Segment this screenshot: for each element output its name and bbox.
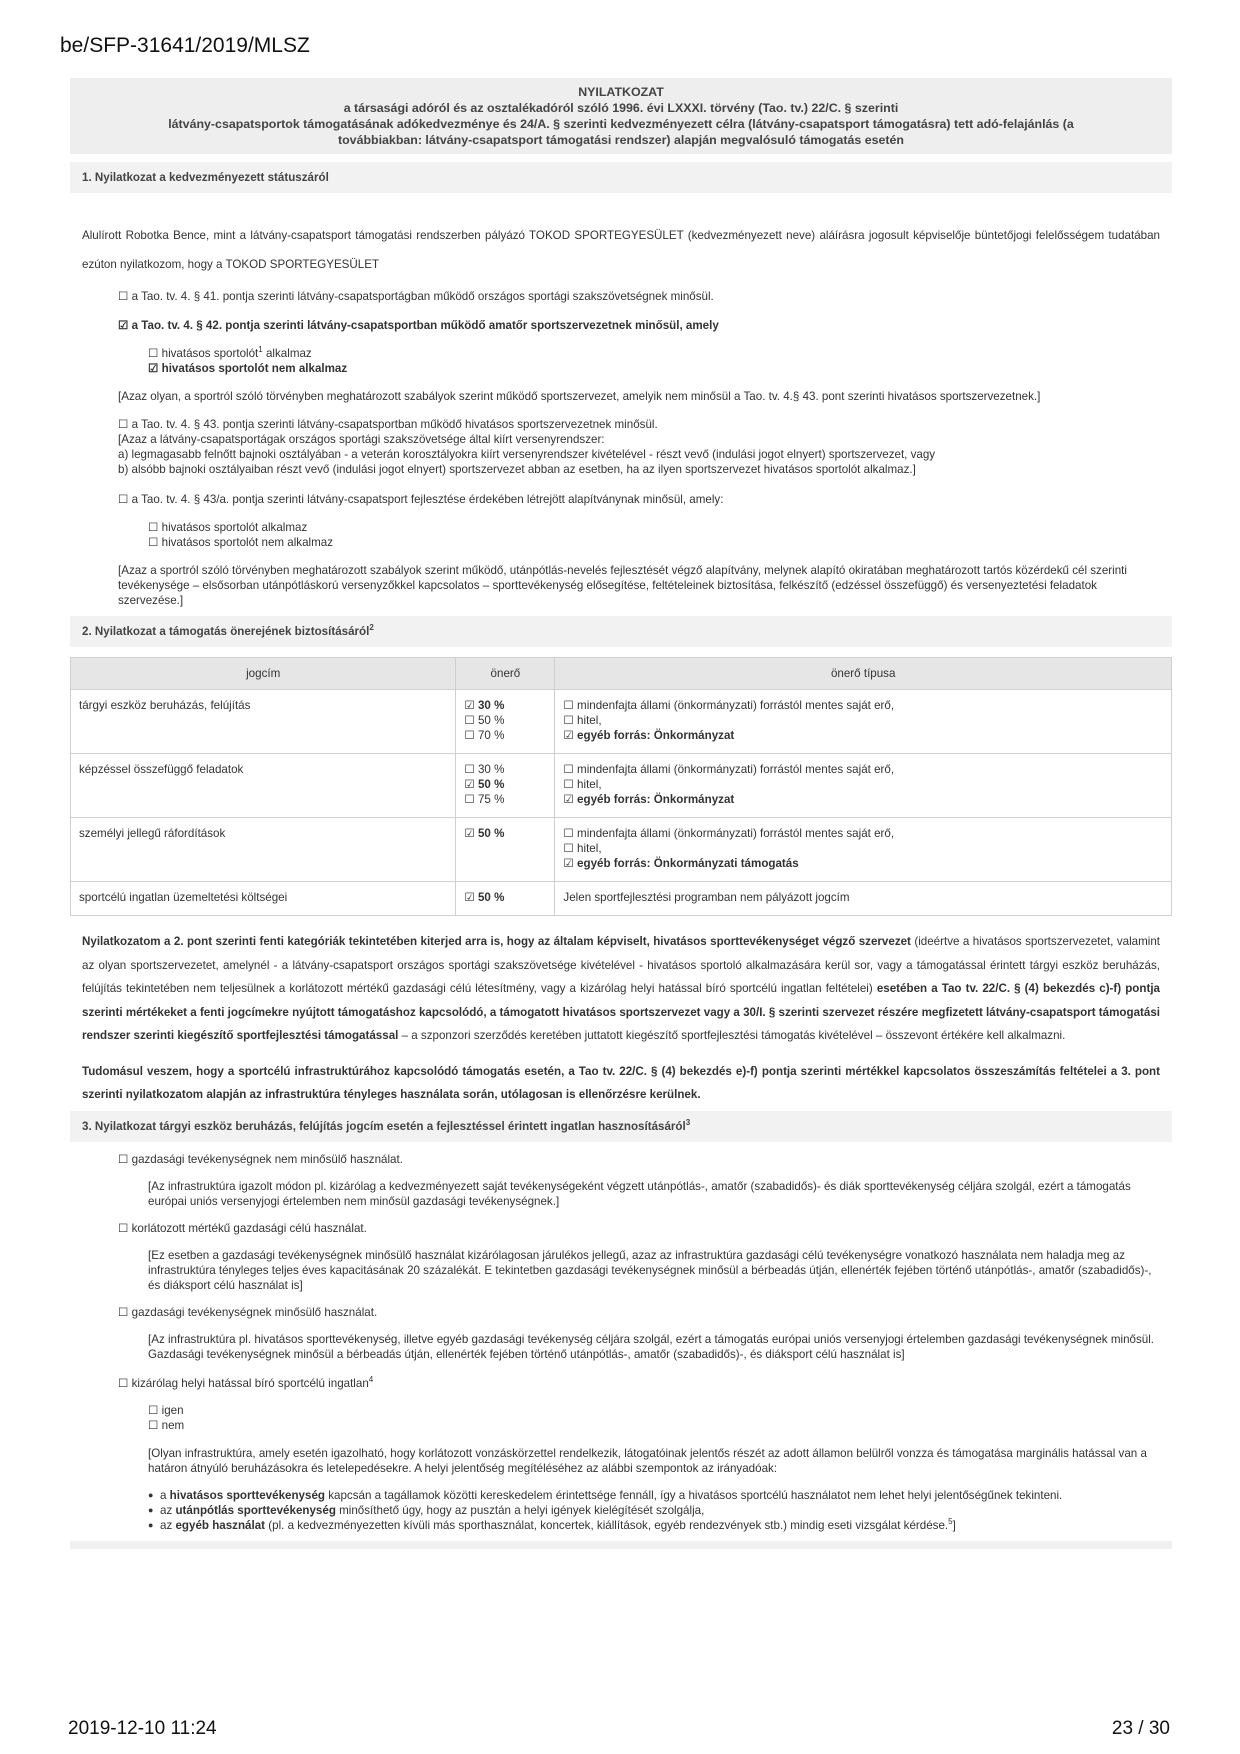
cell-onero-tipusa [555,754,1172,818]
table-row [71,690,1172,754]
footnote-ref-2: 2 [369,623,374,633]
cell-jogcim: személyi jellegű ráfordítások [71,818,456,882]
type-label: egyéb forrás: Önkormányzati támogatás [577,857,799,870]
type-option [563,890,1163,905]
bullet-text [160,1488,1062,1503]
type-option [563,728,1163,743]
column-header-onero-tipusa: önerő típusa [555,658,1172,690]
type-label: egyéb forrás: Önkormányzat [577,729,735,742]
bullet-pre: a [160,1488,170,1502]
section-1-intro: Alulírott Robotka Bence, mint a látvány-csapatsport támogatási rendszerben pályázó TOKOD SPORTEGYESÜLET (kedvezményezett neve) aláírásra jogosult képviselője büntetőjogi felelősségem tudatában ezúton nyilatkozom, hogy a TOKOD SPORTEGYESÜLET [82,229,1160,271]
type-label: Jelen sportfejlesztési programban nem pályázott jogcím [563,891,850,904]
footer-page-number: 23 / 30 [1111,1718,1170,1739]
checkbox-icon: ☐ [464,714,478,727]
type-option [563,713,1163,728]
cell-jogcim: képzéssel összefüggő feladatok [71,754,456,818]
option-43-note-3: b) alsóbb bajnoki osztályaiban részt vevő (indulási jogot elnyert) sportszervezet abban az esetben, ha az ilyen sportszervezet hivatásos sportolót alkalmaz.] [118,463,916,476]
cell-onero-tipusa [555,690,1172,754]
option-text: alkalmaz [262,347,312,360]
type-option [563,856,1163,871]
para-text: – a szponzori szerződés keretében juttatott kiegészítő sportfejlesztési támogatás kivételével – összevont értékére kell alkalmazni. [398,1029,1066,1042]
table-row [71,882,1172,916]
percent-value: 30 % [477,763,505,776]
percent-value: 50 % [477,827,505,840]
bullet-text [160,1518,956,1533]
usage-option-non-economic-note: [Az infrastruktúra igazolt módon pl. kizárólag a kedvezményezett saját tevékenységeként végzett utánpótlás-, amatőr (szabadidős)- és diák sporttevékenység céljára szolgál, ezért a támogatás európai uniós versenyjogi értelemben nem minősül gazdasági tevékenységnek.] [148,1179,1131,1208]
type-label: hitel, [577,714,602,727]
percent-value: 50 % [477,714,505,727]
local-impact-no: ☐ nem [148,1418,185,1432]
table-row [71,818,1172,882]
checkbox-icon: ☐ [464,729,478,742]
type-option [563,762,1163,777]
bullet-icon: ● [148,1489,154,1500]
bullet-text [160,1503,704,1518]
option-43a-note: [Azaz a sportról szóló törvényben meghatározott szabályok szerint működő, utánpótlás-nevelés fejlesztését végző alapítvány, melynek alapító okiratában meghatározott tartós közérdekű cél szerinti tevékenysége – elsősorban utánpótláskorú versenyzőkkel kapcsolatos – sporttevékenység elősegítése, feltételeinek biztosítása, felkészítő (edzéssel összefüggő) és versenyeztetési feladatok szervezése.] [118,564,1127,607]
option-43-note-2: a) legmagasabb felnőtt bajnoki osztályában - a veterán korosztályokra kiírt versenyrendszer kivételével - részt vevő (indulási jogot elnyert) sportszervezet, vagy [118,448,936,461]
bullet-pre: az [160,1503,176,1517]
type-option [563,698,1163,713]
cell-onero [456,882,555,916]
cell-onero [456,690,555,754]
bullet-bold: hivatásos sporttevékenység [169,1488,325,1502]
local-impact-note: [Olyan infrastruktúra, amely esetén igazolható, hogy korlátozott vonzáskörzettel rendelkezik, látogatóinak jelentős részét az adott államon belülről vonzza és támogatása marginális hatással van a határon átnyúló beruházásokra és letelepedésekre. A helyi jelentőség megítéléséhez az alábbi szempontok az irányadóak: [148,1446,1147,1475]
checkbox-icon: ☑ [563,857,578,870]
type-label: mindenfajta állami (önkormányzati) forrástól mentes saját erő, [577,699,895,712]
list-item [148,1518,1160,1533]
header-line-1: NYILATKOZAT [578,85,664,99]
usage-option-limited-economic: ☐ korlátozott mértékű gazdasági célú használat. [118,1221,367,1235]
checkbox-icon: ☐ [563,714,578,727]
declaration-header [70,78,1172,154]
cell-onero [456,754,555,818]
status-option-42: ☑ a Tao. tv. 4. § 42. pontja szerinti látvány-csapatsportban működő amatőr sportszervezetnek minősül, amely [118,319,719,332]
option-text: ☐ kizárólag helyi hatással bíró sportcélú ingatlan [118,1376,369,1390]
percent-option [464,713,546,728]
para-bold: esetében a Tao tv. 22/C. § (4) bekezdés c)-f) pontja szerinti mértékeket a fenti jogcímekre nyújtott támogatáshoz kapcsolódó, a támogatott hivatásos sportszervezet vagy a 30/I. § szerinti szervezet részére megfizetett látvány-csapatsport támogatási rendszer szerinti kiegészítő sportfejlesztési támogatással [82,982,1161,1042]
usage-option-limited-economic-note: [Ez esetben a gazdasági tevékenységnek minősülő használat kizárólagosan járulékos jellegű, azaz az infrastruktúra gazdasági célú tevékenységre vonatkozó használata nem haladja meg az infrastruktúra tényleges teljes éves kapacitásának 20 százalékát. E tekintetben gazdasági tevékenységnek minősül a bérbeadás útján, ellenérték fejében történő utánpótlás-, amatőr (szabadidős)-, és diáksport célú használat is] [148,1248,1152,1292]
footer-date: 2019-12-10 11:24 [68,1718,217,1739]
section-end-bar [70,1541,1172,1549]
bullet-post: (pl. a kedvezményezetten kívüli más sporthasználat, koncertek, kiállítások, egyéb rendezvények stb.) mindig eseti vizsgálat kérdése. [265,1518,949,1532]
checkbox-icon: ☑ [464,778,478,791]
percent-option [464,728,546,743]
option-text: ☐ hivatásos sportolót [148,347,259,360]
cell-onero-tipusa [555,882,1172,916]
cell-onero [456,818,555,882]
type-label: hitel, [577,778,602,791]
percent-option [464,698,546,713]
bullet-end: ] [952,1518,956,1532]
type-option [563,841,1163,856]
status-option-43a: ☐ a Tao. tv. 4. § 43/a. pontja szerinti látvány-csapatsport fejlesztése érdekében létrejött alapítványnak minősül, amely: [118,493,724,506]
bullet-post: kapcsán a tagállamok közötti kereskedelem érintettsége fennáll, így a hivatásos sportcélú használatot nem lehet helyi jelentőségűnek tekinteni. [324,1488,1063,1502]
footnote-ref-5: 5 [948,1516,953,1526]
section-1-title: 1. Nyilatkozat a kedvezményezett státuszáról [70,162,1172,193]
para-bold: Nyilatkozatom a 2. pont szerinti fenti kategóriák tekintetében kiterjed arra is, hogy az általam képviselt, hivatásos sporttevékenységet végző szervezet [82,935,911,948]
percent-option [464,792,546,807]
checkbox-icon: ☐ [563,842,578,855]
column-header-onero: önerő [456,658,555,690]
header-line-3: látvány-csapatsportok támogatásának adókedvezménye és 24/A. § szerinti kedvezményezett célra (látvány-csapatsport támogatásra) tett adó-felajánlás (a [168,117,1074,131]
local-impact-yes: ☐ igen [148,1403,184,1417]
status-option-43: ☐ a Tao. tv. 4. § 43. pontja szerinti látvány-csapatsportban működő hivatásos sportszervezetnek minősül. [118,418,658,431]
footnote-ref-4: 4 [368,1374,374,1384]
footnote-ref-3: 3 [685,1117,691,1127]
usage-option-local-impact [82,1376,1160,1391]
checkbox-icon: ☑ [563,729,578,742]
bullet-bold: egyéb használat [175,1518,266,1532]
percent-value: 30 % [477,699,505,712]
table-body [71,690,1172,916]
cell-onero-tipusa [555,818,1172,882]
percent-option [464,890,546,905]
checkbox-icon: ☐ [563,763,578,776]
option-43a-pro-athlete-yes: ☐ hivatásos sportolót alkalmaz [148,521,308,534]
header-line-4: továbbiakban: látvány-csapatsport támogatási rendszer) alapján megvalósuló támogatás esetén [337,133,904,147]
percent-value: 70 % [477,729,505,742]
checkbox-icon: ☐ [464,793,478,806]
option-42-note: [Azaz olyan, a sportról szóló törvényben meghatározott szabályok szerint működő sportszervezet, amelyik nem minősül a Tao. tv. 4.§ 43. pont szerinti hivatásos sportszervezetnek.] [118,390,1041,403]
percent-value: 75 % [477,793,505,806]
type-option [563,792,1163,807]
declaration-page [70,78,1172,1549]
checkbox-icon: ☑ [464,827,478,840]
checkbox-icon: ☐ [563,778,578,791]
type-option [563,826,1163,841]
percent-option [464,777,546,792]
usage-option-economic-note: [Az infrastruktúra pl. hivatásos sporttevékenység, illetve egyéb gazdasági tevékenység céljára szolgál, ezért a támogatás európai uniós versenyjogi értelemben gazdasági tevékenységnek minősül. Gazdasági tevékenységnek minősül a bérbeadás útján, ellenérték fejében történő utánpótlás-, amatőr (szabadidős)-, és diáksport célú használat is] [148,1332,1155,1361]
option-43-note-1: [Azaz a látvány-csapatsportágak országos sportági szakszövetsége által kiírt versenyrendszer: [118,433,605,446]
percent-value: 50 % [477,778,505,791]
footnote-ref-1: 1 [258,345,263,355]
option-42-pro-athlete-no: ☑ hivatásos sportolót nem alkalmaz [148,362,348,375]
option-43a-pro-athlete-no: ☐ hivatásos sportolót nem alkalmaz [148,536,334,549]
document-id: be/SFP-31641/2019/MLSZ [60,34,310,57]
section-2-paragraph-2: Tudomásul veszem, hogy a sportcélú infrastruktúrához kapcsolódó támogatás esetén, a Tao tv. 22/C. § (4) bekezdés e)-f) pontja szerinti mértékkel kapcsolatos összeszámítás feltételei a 3. pont szerinti nyilatkozatom alapján az infrastruktúra tényleges használata során, utólagosan is ellenőrzésre kerülnek. [82,1064,1160,1101]
type-label: hitel, [577,842,602,855]
type-label: mindenfajta állami (önkormányzati) forrástól mentes saját erő, [577,763,895,776]
type-option [563,777,1163,792]
section-2-paragraph-1 [82,930,1160,1048]
percent-option [464,762,546,777]
cell-jogcim: sportcélú ingatlan üzemeltetési költségei [71,882,456,916]
checkbox-icon: ☐ [563,699,578,712]
column-header-jogcim: jogcím [71,658,456,690]
section-2-title [70,616,1172,647]
header-line-2: a társasági adóról és az osztalékadóról szóló 1996. évi LXXXI. törvény (Tao. tv.) 22/C. § szerinti [343,101,899,115]
checkbox-icon: ☑ [464,699,478,712]
cell-jogcim: tárgyi eszköz beruházás, felújítás [71,690,456,754]
status-option-41: ☐ a Tao. tv. 4. § 41. pontja szerinti látvány-csapatsportágban működő országos sportági szakszövetségnek minősül. [118,290,714,303]
usage-option-economic: ☐ gazdasági tevékenységnek minősülő használat. [118,1305,378,1319]
type-label: egyéb forrás: Önkormányzat [577,793,735,806]
usage-option-non-economic: ☐ gazdasági tevékenységnek nem minősülő használat. [118,1152,403,1166]
section-3-title-text: 3. Nyilatkozat tárgyi eszköz beruházás, felújítás jogcím esetén a fejlesztéssel érintett ingatlan hasznosításáról [82,1119,686,1133]
table-row [71,754,1172,818]
bullet-pre: az [160,1518,176,1532]
list-item [148,1503,1160,1518]
percent-option [464,826,546,841]
bullet-icon: ● [148,1519,154,1530]
section-2-title-text: 2. Nyilatkozat a támogatás önerejének biztosításáról [82,625,370,638]
bullet-bold: utánpótlás sporttevékenység [175,1503,336,1517]
self-contribution-table [70,657,1172,916]
list-item [148,1488,1160,1503]
section-3-title [70,1111,1172,1142]
checkbox-icon: ☑ [464,891,478,904]
checkbox-icon: ☐ [563,827,578,840]
percent-value: 50 % [477,891,505,904]
bullet-icon: ● [148,1504,154,1515]
option-42-pro-athlete-yes [148,346,1160,361]
para-text: (ideértve a hivatásos sportszervezetet, valamint az olyan sportszervezetet, amelynél - a látvány-csapatsport országos sportági szakszövetsége kivételével - hivatásos sportoló alkalmazására kerül sor, vagy a támogatással érintett tárgyi eszköz beruházás, felújítás tekintetében nem teljesülnek a korlátozott mértékű gazdasági célú létesítmény, vagy a kizárólag helyi hatással bíró sportcélú ingatlan feltételei) [82,935,1160,995]
type-label: mindenfajta állami (önkormányzati) forrástól mentes saját erő, [577,827,895,840]
checkbox-icon: ☑ [563,793,578,806]
checkbox-icon: ☐ [464,763,478,776]
bullet-post: minősíthető úgy, hogy az pusztán a helyi igények kielégítését szolgálja, [335,1503,705,1517]
